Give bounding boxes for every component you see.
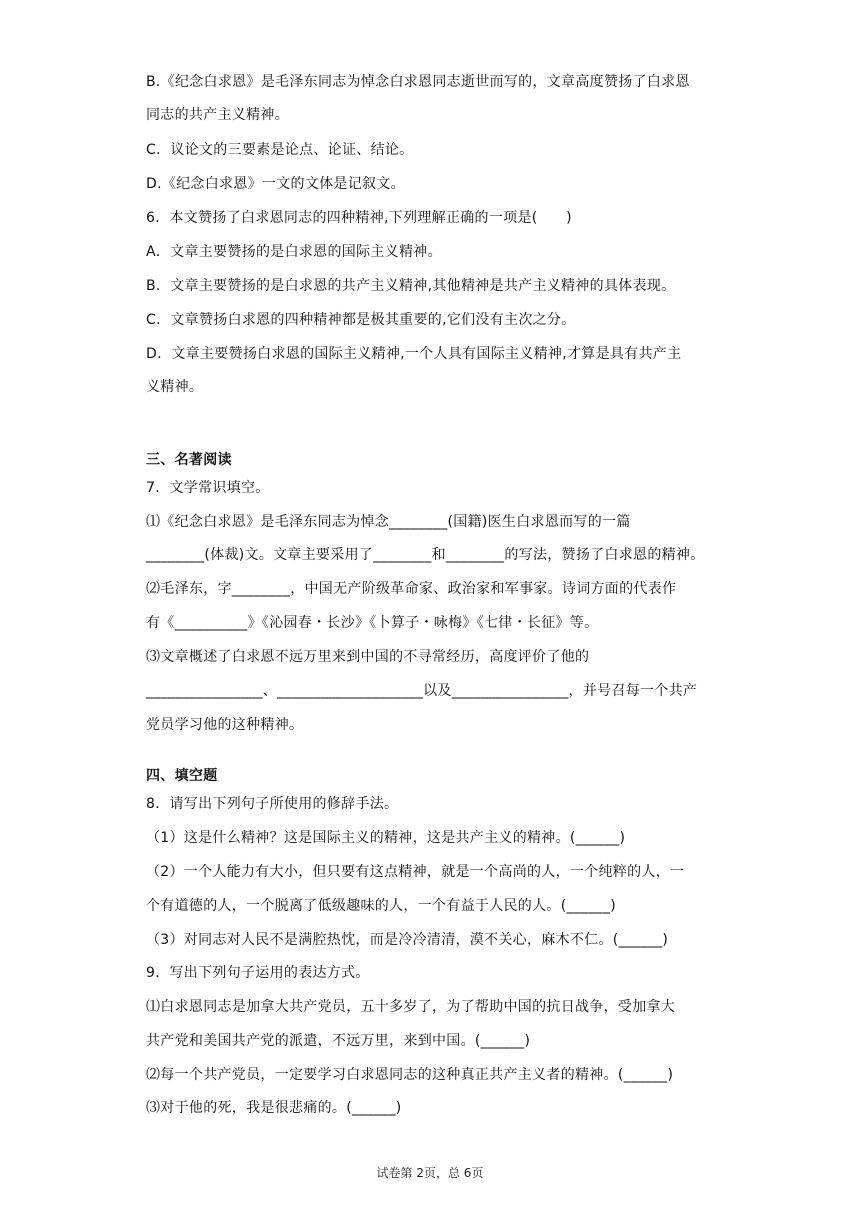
q8-item2-line2: 个有道德的人，一个脱离了低级趣味的人，一个有益于人民的人。(______) <box>146 898 617 914</box>
section-heading-3: 三、名著阅读 <box>146 452 232 468</box>
q9-item1-line1: ⑴白求恩同志是加拿大共产党员，五十多岁了，为了帮助中国的抗日战争，受加拿大 <box>146 999 676 1015</box>
section-heading-4: 四、填空题 <box>146 768 218 784</box>
question-9: 9．写出下列句子运用的表达方式。 <box>146 965 370 981</box>
question-7: 7．文学常识填空。 <box>146 480 270 496</box>
q6-option-d-line2: 义精神。 <box>146 379 204 395</box>
q6-option-a: A．文章主要赞扬的是白求恩的国际主义精神。 <box>146 244 442 260</box>
q7-part3-line1: ⑶文章概述了白求恩不远万里来到中国的不寻常经历，高度评价了他的 <box>146 649 590 665</box>
q6-option-b: B．文章主要赞扬的是白求恩的共产主义精神,其他精神是共产主义精神的具体表现。 <box>146 278 676 294</box>
q7-part3-line3: 党员学习他的这种精神。 <box>146 717 304 733</box>
option-c: C．议论文的三要素是论点、论证、结论。 <box>146 142 414 158</box>
q9-item2: ⑵每一个共产党员，一定要学习白求恩同志的这种真正共产主义者的精神。(______) <box>146 1067 674 1083</box>
question-6: 6．本文赞扬了白求恩同志的四种精神,下列理解正确的一项是( ) <box>146 210 572 226</box>
q8-item1: （1）这是什么精神？这是国际主义的精神，这是共产主义的精神。(______) <box>146 830 626 846</box>
q7-part2-line2: 有《__________》《沁园春・长沙》《卜算子・咏梅》《七律・长征》等。 <box>146 615 599 631</box>
q9-item1-line2: 共产党和美国共产党的派遣，不远万里，来到中国。(______) <box>146 1033 531 1049</box>
question-8: 8．请写出下列句子所使用的修辞手法。 <box>146 796 399 812</box>
q7-part3-line2: ________________、____________________以及________________，并号召每一个共产 <box>146 683 698 699</box>
q9-item3: ⑶对于他的死，我是很悲痛的。(______) <box>146 1100 402 1116</box>
q8-item3: （3）对同志对人民不是满腔热忱，而是冷冷清清，漠不关心，麻木不仁。(______) <box>146 932 669 948</box>
q8-item2-line1: （2）一个人能力有大小，但只要有这点精神，就是一个高尚的人，一个纯粹的人，一 <box>146 864 685 880</box>
option-b-line2: 同志的共产主义精神。 <box>146 107 289 123</box>
q6-option-c: C．文章赞扬白求恩的四种精神都是极其重要的,它们没有主次之分。 <box>146 312 576 328</box>
q7-part1-line2: ________(体裁)文。文章主要采用了________和________的写法，赞扬了白求恩的精神。 <box>146 547 705 563</box>
option-d: D.《纪念白求恩》一文的文体是记叙文。 <box>146 176 405 192</box>
option-b-line1: B.《纪念白求恩》是毛泽东同志为悼念白求恩同志逝世而写的，文章高度赞扬了白求恩 <box>146 74 690 90</box>
q6-option-d-line1: D．文章主要赞扬白求恩的国际主义精神,一个人具有国际主义精神,才算是具有共产主 <box>146 346 682 362</box>
q7-part1-line1: ⑴《纪念白求恩》是毛泽东同志为悼念________(国籍)医生白求恩而写的一篇 <box>146 514 631 530</box>
q7-part2-line1: ⑵毛泽东，字________，中国无产阶级革命家、政治家和军事家。诗词方面的代表作 <box>146 581 677 597</box>
page-footer: 试卷第 2页，总 6页 <box>376 1166 484 1180</box>
